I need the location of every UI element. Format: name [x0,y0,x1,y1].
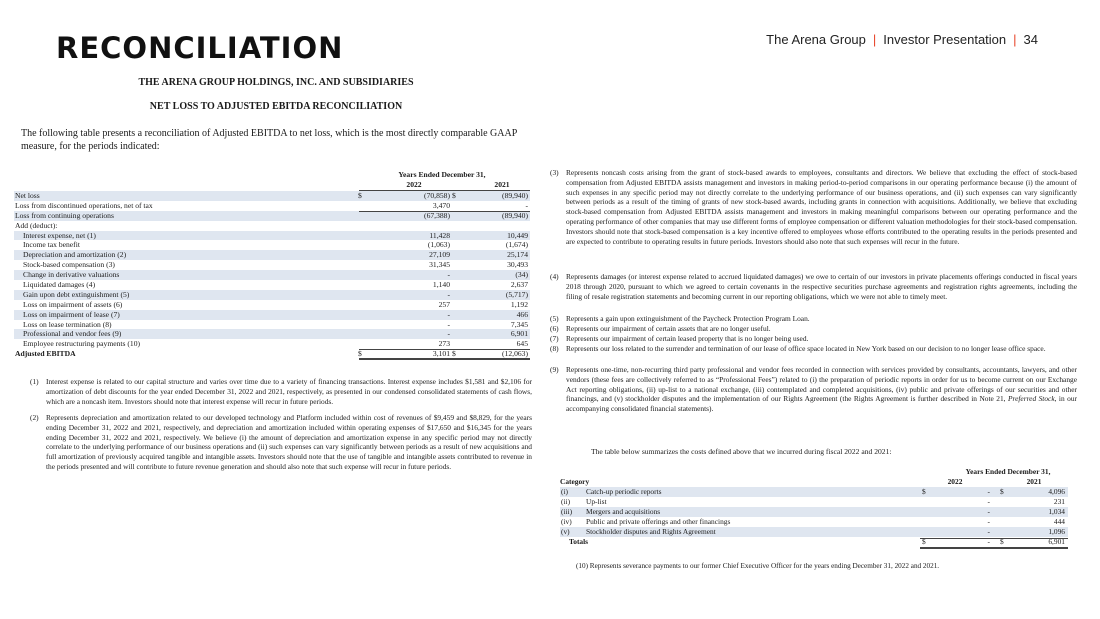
row-label: Add (deduct): [15,220,58,230]
currency-symbol: $ [358,191,362,200]
footnote-7: (7) Represents our impairment of certain leased property that is no longer being used. [550,334,809,343]
value-2021: 1,034 [1048,507,1065,516]
value-2022: - [447,319,450,329]
table-row [14,211,530,221]
footnote-5: (5) Represents a gain upon extinguishment of the Paycheck Protection Program Loan. [550,314,810,323]
summary-row [560,507,1068,517]
value-2022: 3,101 [432,349,450,359]
footnote-8: (8) Represents our loss related to the surrender and termination of our lease of office space located in New York based on our decision to no longer lease office space. [550,344,1046,353]
currency-symbol: $ [452,191,456,200]
col-2022-header: 2022 [947,477,963,486]
reconciliation-heading: NET LOSS TO ADJUSTED EBITDA RECONCILIATION [149,101,403,112]
document-name: Investor Presentation [883,32,1007,47]
value-2021: 1,192 [510,299,528,309]
table-row [14,191,530,201]
row-number: (iii) [561,507,573,516]
value-2021: 1,096 [1048,527,1065,536]
summary-row [560,497,1068,507]
row-number: (ii) [561,497,571,506]
row-label: Adjusted EBITDA [15,349,76,359]
summary-column-header [560,477,1068,487]
value-2021: 30,493 [507,260,528,270]
currency-symbol: $ [922,487,926,496]
value-2022: 1,140 [432,280,450,290]
row-number: (v) [561,527,570,536]
row-number: (i) [561,487,568,496]
value-2021: (34) [515,270,528,280]
table-row [14,300,530,310]
category-header: Category [560,477,590,486]
footnote-4: (4) Represents damages (or interest expense related to accrued liquidated damages) we owe to certain of our investors in private placements offerings conducted in fiscal years 2018 through 2020, pursuant to which we agreed to certain covenants in the respective securities purchase agreements and registration rights agreements, including the filing of resale registration statements and becoming current in our reporting obligations, which we were not able to timely meet. [550,272,1077,301]
footnote-2: (2) Represents depreciation and amortization related to our developed technology and Platform included within cost of revenues of $9,459 and $8,829, for the years ending December 31, 2022 and 2021, respectively, and depreciation and amortization included within operating expenses of $17,650 and $16,345 for the years ending December 31, 2022 and 2021, respectively. We believe (i) the amount of depreciation and amortization expense in any specific period may not directly correlate to the underlying performance of our business operations and (ii) such expenses can vary significantly between periods as a result of new acquisitions and full amortization of previously acquired tangible and intangible assets. Investors should note that the use of tangible and intangible assets contributed to revenue in the periods presented and will contribute to future revenue generation and should also note that such expense will recur in future periods. [30,413,532,471]
currency-symbol: $ [452,349,456,359]
table-row [14,310,530,320]
value-2021: 6,901 [510,329,528,339]
table-row [14,221,530,231]
separator: | [872,32,877,47]
summary-row [560,517,1068,527]
company-name: The Arena Group [766,32,866,47]
row-label: Net loss [15,191,40,200]
table-row [14,280,530,290]
value-2021: 10,449 [507,230,528,240]
row-label: Income tax benefit [23,240,80,250]
value-2022: - [987,517,990,526]
table-period-header: Years Ended December 31, [398,170,486,179]
row-label: Interest expense, net (1) [23,230,96,240]
row-number: (iv) [561,517,572,526]
value-2022: - [447,289,450,299]
footnote-9: (9) Represents one-time, non-recurring third party professional and vendor fees recorded in connection with services provided by consultants, accountants, lawyers, and other vendors (these fees are collectively referred to as “Professional Fees”) related to (i) the preparation of periodic reports in order for us to become current on our Exchange Act reporting obligations, (ii) up-list to a national exchange, (iii) contemplated and completed acquisitions, (iv) public and private offerings of our securities and other financings, and (v) stockholder disputes and the implementation of our Rights Agreement (the Rights Agreement is further described in Note 21, Preferred Stock, in our accompanying consolidated financial statements). [550,365,1077,414]
intro-paragraph: The following table presents a reconciliation of Adjusted EBITDA to net loss, which is the most directly comparable GAAP measure, for the periods indicated: [21,128,517,152]
table-year-header [359,180,530,191]
value-2021: - [525,200,528,210]
row-label: Stock-based compensation (3) [23,260,115,270]
col-2022-header: 2022 [406,180,422,189]
row-label: Loss on impairment of assets (6) [23,299,123,309]
table-row [14,201,530,211]
table-row [14,290,530,300]
table-row [14,240,530,250]
row-label: Mergers and acquisitions [586,507,661,516]
row-label: Loss on lease termination (8) [23,319,112,329]
page-number: 34 [1023,32,1038,47]
table-row [14,329,530,339]
value-2022: - [447,270,450,280]
col-2021-header: 2021 [1026,477,1042,486]
table-body [14,191,530,359]
value-2022: - [987,527,990,536]
value-2022: 257 [438,299,450,309]
summary-body [560,487,1068,537]
row-label: Public and private offerings and other financings [586,517,731,526]
footnote-6: (6) Represents our impairment of certain assets that are no longer useful. [550,324,771,333]
col-2021-header: 2021 [494,180,510,189]
value-2022: - [447,329,450,339]
summary-table [560,467,1068,547]
value-2022: 3,470 [432,200,450,210]
row-label: Gain upon debt extinguishment (5) [23,289,130,299]
row-label: Loss from continuing operations [15,210,114,220]
footnote-10: (10) Represents severance payments to our former Chief Executive Officer for the years ending December 31, 2022 and 2021. [576,562,940,570]
header-info [766,32,1038,47]
currency-symbol: $ [358,349,362,359]
table-row [14,231,530,241]
value-2022: 11,428 [429,230,450,240]
value-2022: (67,388) [424,210,450,220]
value-2021: 2,637 [510,280,528,290]
summary-period-header: Years Ended December 31, [965,467,1051,476]
row-label: Loss on impairment of lease (7) [23,309,120,319]
row-label: Loss from discontinued operations, net of tax [15,200,153,210]
value-2021: 466 [516,309,528,319]
table-row [14,320,530,330]
value-2022: - [987,497,990,506]
value-2021: (89,940) [502,191,528,200]
value-2022: 273 [438,339,450,349]
value-2022: - [987,487,990,496]
row-label: Up-list [586,497,607,506]
row-label: Stockholder disputes and Rights Agreement [586,527,716,536]
company-heading: THE ARENA GROUP HOLDINGS, INC. AND SUBSIDIARIES [138,77,414,88]
value-2021: 4,096 [1048,487,1065,496]
row-label: Depreciation and amortization (2) [23,250,127,260]
value-2021: 444 [1053,517,1065,526]
value-2021: (1,674) [505,240,528,250]
value-2021: 7,345 [510,319,528,329]
currency-symbol: $ [1000,487,1004,496]
reconciliation-table [14,170,530,359]
row-label: Professional and vendor fees (9) [23,329,122,339]
value-2021: 645 [516,339,528,349]
table-row [14,349,530,359]
row-label: Liquidated damages (4) [23,280,96,290]
summary-row [560,527,1068,537]
value-2021: 231 [1053,497,1065,506]
value-2022: 27,109 [429,250,450,260]
footnote-3: (3) Represents noncash costs arising from the grant of stock-based awards to employees, consultants and directors. We believe that excluding the effect of stock-based compensation from Adjusted EBITDA assists management and investors in making period-to-period comparisons in our operating performance because (i) the amount of such expenses in any specific period may not directly correlate to the underlying performance of our business operations, and (ii) such expenses can vary significantly between periods as a result of the timing of grants of new stock-based awards, including grants in connection with acquisitions. Additionally, we believe that excluding stock-based compensation from Adjusted EBITDA assists management and investors in making meaningful comparisons between our operating performance and the operating performance of other companies that may use different forms of employee compensation or different valuation methodologies for their stock-based compensation. Investors should note that stock-based compensation is a key incentive offered to employees whose efforts contributed to the operating results in the periods presented and are expected to contribute to operating results in future periods. Investors should also note that such expenses will recur in the future. [550,168,1077,246]
value-2021: (5,717) [505,289,528,299]
summary-total-row: Totals $ - $ 6,901 [560,537,1068,547]
footnote-1: (1) Interest expense is related to our capital structure and varies over time due to a variety of financing transactions. Interest expense includes $1,581 and $2,106 for amortization of debt discounts for the year ended December 31, 2022 and 2021, respectively, as presented in our condensed consolidated statements of cash flows, which are a noncash item. Investors should note that interest expense will recur in future periods. [30,377,532,406]
summary-row [560,487,1068,497]
slide-title: RECONCILIATION [56,31,344,65]
value-2022: 31,345 [429,260,450,270]
row-label: Change in derivative valuations [23,270,120,280]
separator: | [1013,32,1017,47]
table-row [14,260,530,270]
table-row [14,270,530,280]
value-2022: - [987,507,990,516]
value-2021: (12,063) [502,349,528,359]
value-2022: (70,858) [424,191,450,200]
value-2021: (89,940) [502,210,528,220]
row-label: Catch-up periodic reports [586,487,662,496]
value-2022: (1,063) [427,240,450,250]
row-label: Employee restructuring payments (10) [23,339,141,349]
summary-intro: The table below summarizes the costs defined above that we incurred during fiscal 2022 and 2021: [591,447,892,456]
table-row [14,250,530,260]
table-row [14,339,530,349]
value-2021: 25,174 [507,250,528,260]
value-2022: - [447,309,450,319]
